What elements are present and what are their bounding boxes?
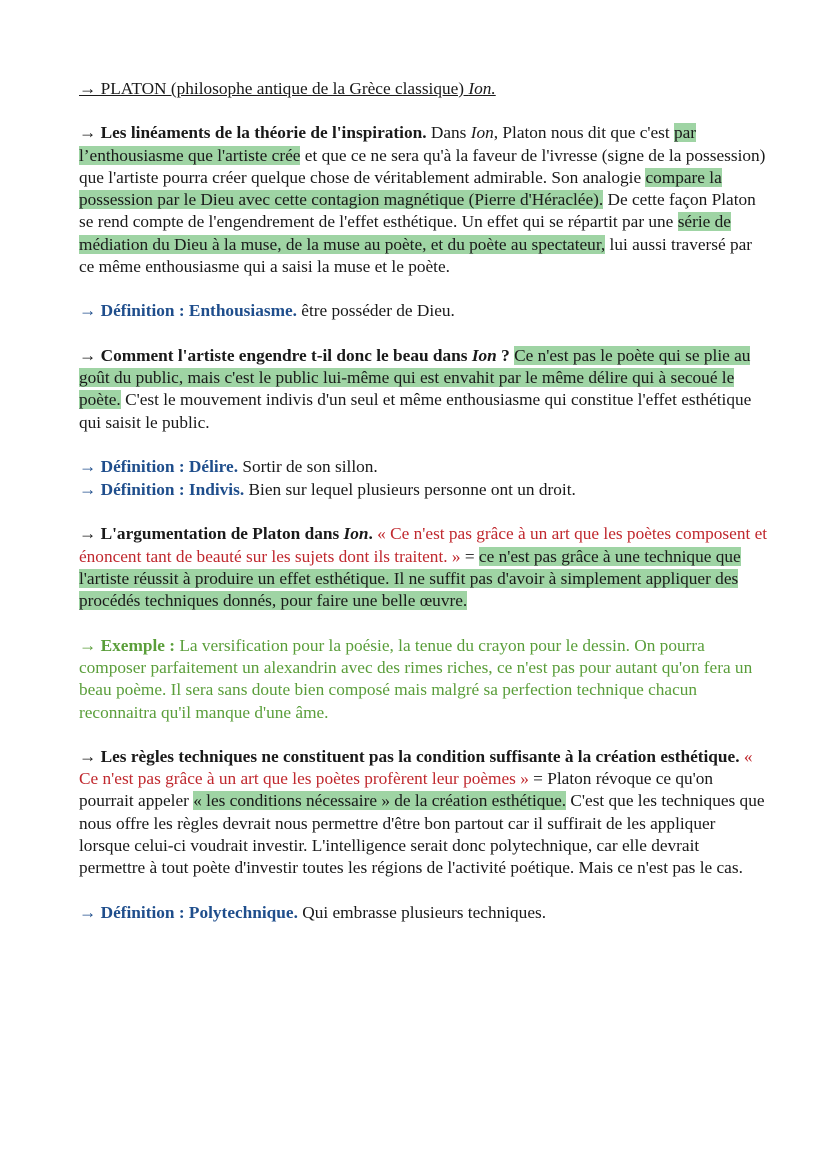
section-heading: → L'argumentation de Platon dans Ion. — [79, 524, 373, 544]
paragraph-argumentation: → L'argumentation de Platon dans Ion. « Ce n'est pas grâce à un art que les poètes composent et énoncent tant de beauté sur les sujets dont ils traitent. » = ce n'est pas grâce à une technique que l'artiste réussit à produire un effet esthétique. Il ne suffit pas d'avoir à simplement appliquer des procédés techniques donnés, pour faire une belle œuvre. — [79, 524, 768, 611]
section-heading: → Comment l'artiste engendre t-il donc le beau dans Ion ? — [79, 345, 510, 365]
definition-label: → Définition : Polytechnique. — [79, 902, 298, 922]
paragraph-technical-rules: → Les règles techniques ne constituent pas la condition suffisante à la création esthétique. « Ce n'est pas grâce à un art que les poètes profèrent leur poèmes » = Platon révoque ce qu'on pourrait appeler « les conditions nécessaire » de la création esthétique. C'est que les techniques que nous offre les règles devrait nous permettre d'être bon partout car il suffirait de les appliquer lorsque celui-ci voudrait investir. L'intelligence serait donc polytechnique, car elle devrait permettre à tout poète d'investir toutes les régions de l'activité poétique. Mais ce n'est pas le cas. — [79, 746, 765, 878]
example-label: → Exemple : — [79, 635, 175, 655]
definition-delire: → Définition : Délire. Sortir de son sillon. — [79, 456, 378, 476]
document-title — [79, 78, 768, 100]
definition-label: → Définition : Enthousiasme. — [79, 301, 297, 321]
title-text: → PLATON (philosophe antique de la Grèce classique) Ion. — [79, 79, 496, 98]
example-paragraph: → Exemple : La versification pour la poésie, la tenue du crayon pour le dessin. On pourra composer parfaitement un alexandrin avec des rimes riches, ce n'est pas pour autant qu'on fera un beau poème. Il sera sans doute bien composé mais malgré sa perfection technique chacun reconnaitra qu'il manque d'une âme. — [79, 635, 753, 722]
section-heading: → Les règles techniques ne constituent pas la condition suffisante à la création esthétique. — [79, 746, 740, 766]
quote: « Ce n'est pas grâce à un art que les poètes profèrent leur poèmes » — [79, 746, 753, 789]
quote: « Ce n'est pas grâce à un art que les poètes composent et énoncent tant de beauté sur les sujets dont ils traitent. » — [79, 524, 768, 566]
definition-label: → Définition : Délire. — [79, 456, 239, 476]
highlight: Ce n'est pas le poète qui se plie au goût du public, mais c'est le public lui-même qui est envahit par le même délire qui à secoué le poète. — [79, 345, 751, 410]
definition-label: → Définition : Indivis. — [79, 480, 245, 500]
definition-enthousiasme: → Définition : Enthousiasme. être posséder de Dieu. — [79, 301, 455, 321]
highlight: par l’enthousiasme que l'artiste crée — [79, 123, 697, 165]
definition-polytechnique: → Définition : Polytechnique. Qui embrasse plusieurs techniques. — [79, 902, 547, 922]
definition-indivis: → Définition : Indivis. Bien sur lequel plusieurs personne ont un droit. — [79, 480, 576, 500]
highlight: série de médiation du Dieu à la muse, de la muse au poète, et du poète au spectateur, — [79, 212, 731, 254]
highlight: compare la possession par le Dieu avec cette contagion magnétique (Pierre d'Héraclée). — [79, 167, 722, 210]
highlight: ce n'est pas grâce à une technique que l'artiste réussit à produire un effet esthétique. Il ne suffit pas d'avoir à simplement appliquer des procédés techniques donnés, pour faire une belle œuvre. — [79, 546, 741, 611]
paragraph-inspiration-theory: → Les linéaments de la théorie de l'inspiration. Dans Ion, Platon nous dit que c'est par l’enthousiasme que l'artiste crée et que ce ne sera qu'à la faveur de l'ivresse (signe de la possession) que l'artiste pourra créer quelque chose de véritablement admirable. Son analogie compare la possession par le Dieu avec cette contagion magnétique (Pierre d'Héraclée). De cette façon Platon se rend compte de l'engendrement de l'effet esthétique. Un effet qui se répartit par une série de médiation du Dieu à la muse, de la muse au poète, et du poète au spectateur, lui aussi traversé par ce même enthousiasme qui a saisi la muse et le poète. — [79, 123, 766, 277]
section-heading: → Les linéaments de la théorie de l'inspiration. — [79, 123, 427, 143]
paragraph-artist-beauty: → Comment l'artiste engendre t-il donc le beau dans Ion ? Ce n'est pas le poète qui se plie au goût du public, mais c'est le public lui-même qui est envahit par le même délire qui à secoué le poète. C'est le mouvement indivis d'un seul et même enthousiasme qui constitue l'effet esthétique qui saisit le public. — [79, 345, 752, 432]
highlight: « les conditions nécessaire » de la création esthétique. — [193, 791, 567, 811]
